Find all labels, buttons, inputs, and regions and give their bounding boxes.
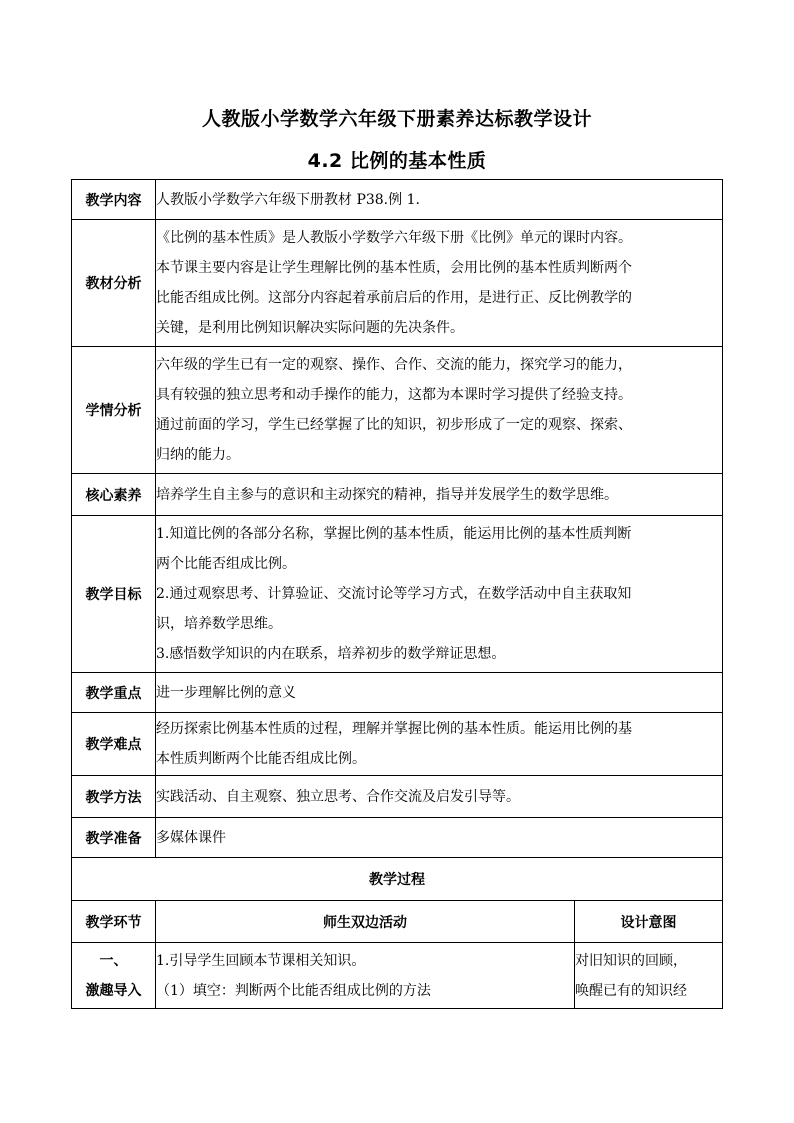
lesson-subtitle: 4.2 比例的基本性质 [307,150,487,172]
row-difficult-point [72,713,723,776]
label-teaching-goals: 教学目标 [72,516,156,673]
text-line: 2.通过观察思考、计算验证、交流讨论等学习方式，在数学活动中自主获取知 [156,586,632,602]
text-line: 识，培养数学思维。 [156,616,282,632]
label-teaching-prep: 教学准备 [72,818,156,858]
stage-number: 一、 [99,952,128,969]
text-line: 人教版小学数学六年级下册教材 P38.例 1. [156,191,420,208]
row-process-stage-1 [72,943,723,1009]
stage-name: 激趣导入 [85,982,142,999]
text-line: 3.感悟数学知识的内在联系，培养初步的数学辩证思想。 [156,646,506,662]
value-teaching-method [156,776,723,818]
value-core-literacy [156,474,723,516]
text-line: 培养学生自主参与的意识和主动探究的精神，指导并发展学生的数学思维。 [156,486,618,503]
text-line: 经历探索比例基本性质的过程，理解并掌握比例的基本性质。能运用比例的基 [156,721,632,737]
value-key-point [156,673,723,713]
col-header-intent: 设计意图 [575,901,723,943]
value-teaching-goals [156,516,723,673]
text-line: 对旧知识的回顾， [575,952,687,969]
process-heading: 教学过程 [72,858,723,901]
lesson-plan-table [71,179,723,1009]
stage-cell [72,943,156,1009]
row-key-point [72,673,723,713]
label-difficult-point: 教学难点 [72,713,156,776]
text-line: 两个比能否组成比例。 [156,556,296,572]
activity-cell [156,943,575,1009]
text-line: 唤醒已有的知识经 [575,982,687,999]
value-student-analysis [156,347,723,474]
value-material-analysis [156,220,723,347]
text-line: （1）填空：判断两个比能否组成比例的方法 [156,982,431,999]
label-student-analysis: 学情分析 [72,347,156,474]
text-line: 归纳的能力。 [156,447,240,463]
value-difficult-point [156,713,723,776]
label-key-point: 教学重点 [72,673,156,713]
text-line: 比能否组成比例。这部分内容起着承前启后的作用，是进行正、反比例教学的 [156,290,632,306]
text-line: 《比例的基本性质》是人教版小学数学六年级下册《比例》单元的课时内容。 [156,230,632,246]
text-line: 进一步理解比例的意义 [156,684,296,701]
text-line: 1.知道比例的各部分名称，掌握比例的基本性质，能运用比例的基本性质判断 [156,526,632,542]
page-title: 人教版小学数学六年级下册素养达标教学设计 [201,108,592,130]
row-teaching-content [72,180,723,220]
label-material-analysis: 教材分析 [72,220,156,347]
row-teaching-prep [72,818,723,858]
col-header-stage: 教学环节 [72,901,156,943]
text-line: 1.引导学生回顾本节课相关知识。 [156,952,366,969]
row-student-analysis [72,347,723,474]
text-line: 具有较强的独立思考和动手操作的能力，这都为本课时学习提供了经验支持。 [156,387,632,403]
text-line: 多媒体课件 [156,829,226,846]
text-line: 通过前面的学习，学生已经掌握了比的知识，初步形成了一定的观察、探索、 [156,417,632,433]
text-line: 实践活动、自主观察、独立思考、合作交流及启发引导等。 [156,788,520,805]
row-material-analysis [72,220,723,347]
col-header-activity: 师生双边活动 [156,901,575,943]
text-line: 本节课主要内容是让学生理解比例的基本性质，会用比例的基本性质判断两个 [156,260,632,276]
text-line: 关键，是利用比例知识解决实际问题的先决条件。 [156,320,464,336]
text-line: 本性质判断两个比能否组成比例。 [156,751,366,767]
row-core-literacy [72,474,723,516]
text-line: 六年级的学生已有一定的观察、操作、合作、交流的能力，探究学习的能力， [156,357,632,373]
label-core-literacy: 核心素养 [72,474,156,516]
row-process-heading [72,858,723,901]
row-teaching-method [72,776,723,818]
row-process-columns [72,901,723,943]
value-teaching-prep [156,818,723,858]
label-teaching-content: 教学内容 [72,180,156,220]
row-teaching-goals [72,516,723,673]
value-teaching-content [156,180,723,220]
label-teaching-method: 教学方法 [72,776,156,818]
intent-cell [575,943,723,1009]
